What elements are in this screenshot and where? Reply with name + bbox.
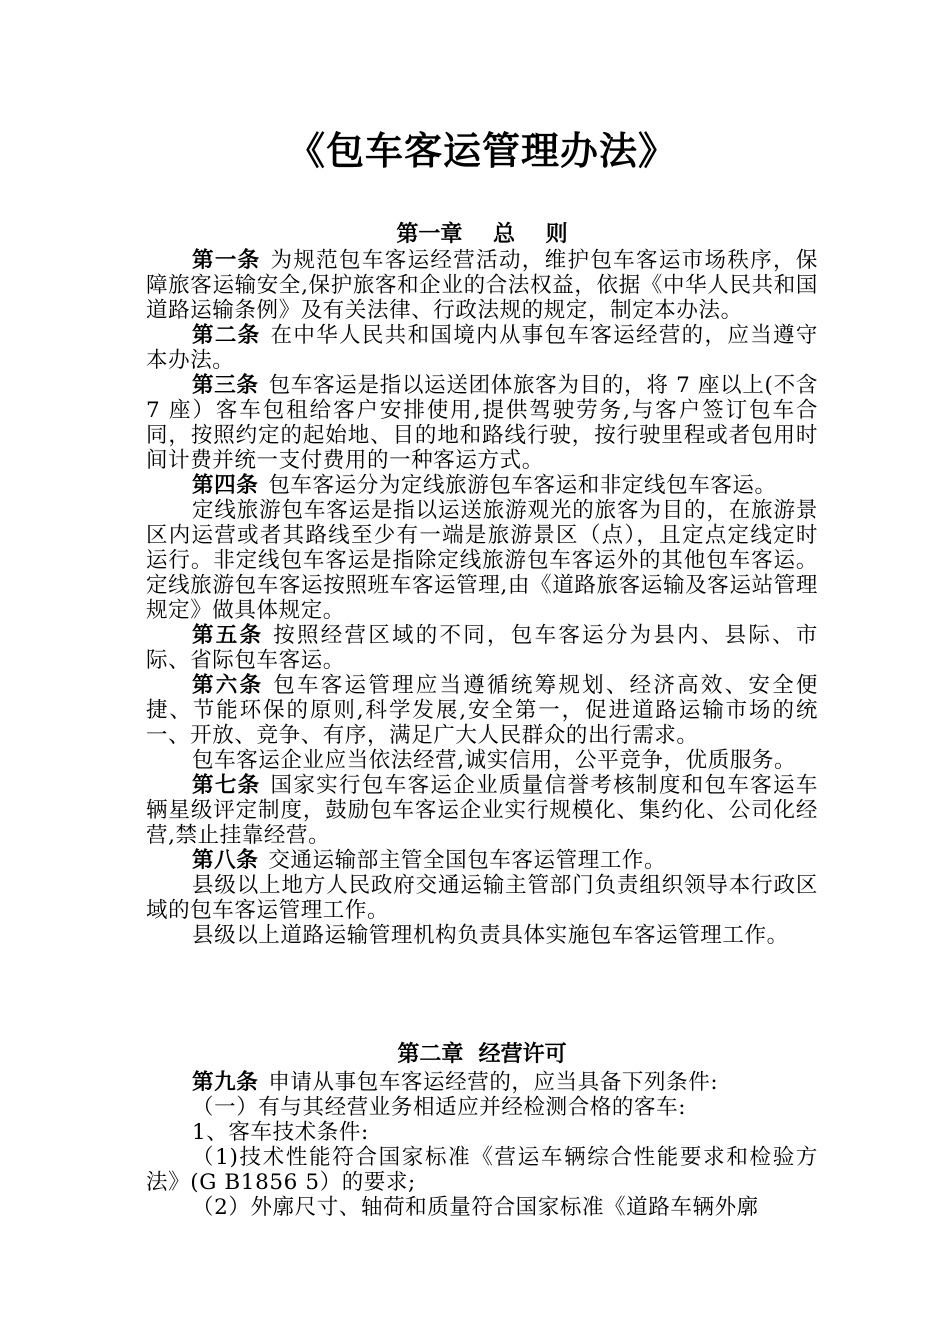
article-text: 申请从事包车客运经营的，应当具备下列条件:	[268, 1070, 719, 1095]
paragraph: 县级以上道路运输管理机构负责具体实施包车客运管理工作。	[192, 923, 789, 948]
article-text: 包车客运是指以运送团体旅客为目的，将 7 座以上(不含 7 座）客车包租给客户安排使用,提供驾驶劳务,与客户签订包车合同，按照约定的起始地、目的地和路线行驶，按行驶里程或者包用时间计费并统一支付费用的一种客运方式。	[146, 373, 818, 473]
article-text: 包车客运管理应当遵循统筹规划、经济高效、安全便捷、节能环保的原则,科学发展,安全第一，促进道路运输市场的统一、开放、竞争、有序，满足广大人民群众的出行需求。	[146, 673, 818, 748]
article-text: 国家实行包车客运企业质量信誉考核制度和包车客运车辆星级评定制度，鼓励包车客运企业实行规模化、集约化、公司化经营,禁止挂靠经营。	[146, 773, 818, 848]
article-text: 按照经营区域的不同，包车客运分为县内、县际、市际、省际包车客运。	[146, 623, 818, 673]
article-label: 第一条	[192, 248, 261, 273]
article-label: 第八条	[192, 848, 259, 873]
article-text: 交通运输部主管全国包车客运管理工作。	[268, 848, 667, 873]
article-7	[146, 773, 818, 848]
article-label: 第三条	[192, 373, 259, 398]
article-label: 第九条	[192, 1070, 259, 1095]
article-label: 第五条	[192, 623, 264, 648]
article-2	[146, 323, 818, 373]
chapter-1-body	[146, 248, 818, 948]
article-6	[146, 673, 818, 748]
paragraph: 定线旅游包车客运是指以运送旅游观光的旅客为目的，在旅游景区内运营或者其路线至少有一端是旅游景区（点），且定点定线定时运行。非定线包车客运是指除定线旅游包车客运外的其他包车客运。定线旅游包车客运按照班车客运管理,由《道路旅客运输及客运站管理规定》做具体规定。	[146, 498, 818, 623]
paragraph: （2）外廓尺寸、轴荷和质量符合国家标准《道路车辆外廓	[192, 1195, 759, 1220]
paragraph: 1、客车技术条件:	[192, 1120, 369, 1145]
paragraph: 包车客运企业应当依法经营,诚实信用，公平竞争，优质服务。	[192, 748, 797, 773]
article-1	[146, 248, 818, 323]
article-9	[146, 1070, 818, 1095]
chapter-1-heading: 第一章 总 则	[396, 221, 568, 247]
article-text: 为规范包车客运经营活动，维护包车客运市场秩序，保障旅客运输安全,保护旅客和企业的合法权益，依据《中华人民共和国道路运输条例》及有关法律、行政法规的规定，制定本办法。	[146, 248, 818, 323]
article-label: 第六条	[192, 673, 264, 698]
article-label: 第七条	[192, 773, 261, 798]
article-5	[146, 623, 818, 673]
article-text: 包车客运分为定线旅游包车客运和非定线包车客运。	[268, 473, 777, 498]
paragraph: （1)技术性能符合国家标准《营运车辆综合性能要求和检验方法》(G B1856 5）的要求;	[146, 1145, 818, 1195]
chapter-2-heading: 第二章 经营许可	[397, 1041, 567, 1067]
article-3	[146, 373, 818, 473]
chapter-2-body	[146, 1070, 818, 1220]
article-text: 在中华人民共和国境内从事包车客运经营的，应当遵守本办法。	[146, 323, 818, 373]
paragraph: 县级以上地方人民政府交通运输主管部门负责组织领导本行政区域的包车客运管理工作。	[146, 873, 818, 923]
article-label: 第四条	[192, 473, 259, 498]
article-4	[146, 473, 818, 498]
document-title: 《包车客运管理办法》	[286, 128, 677, 173]
article-8	[146, 848, 818, 873]
paragraph: （一）有与其经营业务相适应并经检测合格的客车:	[192, 1095, 687, 1120]
article-label: 第二条	[192, 323, 261, 348]
